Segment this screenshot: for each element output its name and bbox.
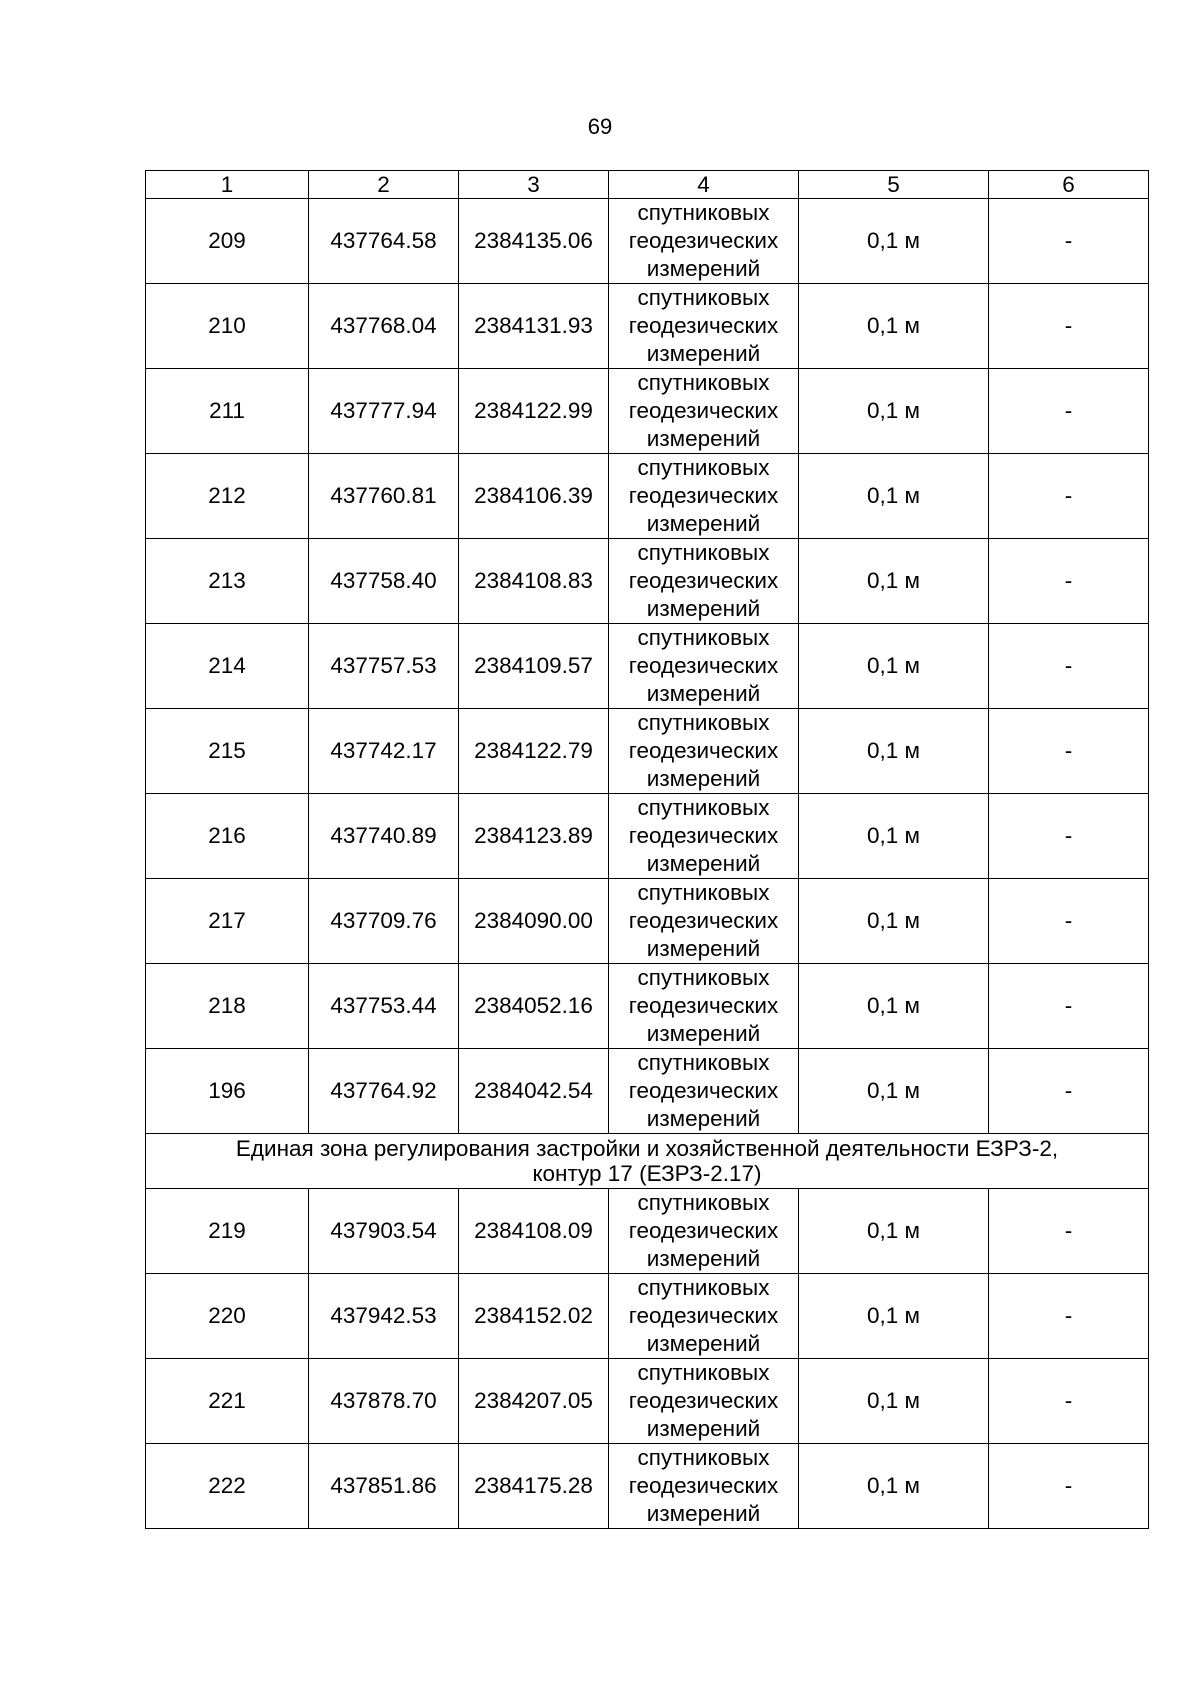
table-row bbox=[146, 709, 1149, 794]
header-cell: 6 bbox=[989, 171, 1149, 199]
table-row bbox=[146, 1189, 1149, 1274]
table-row bbox=[146, 539, 1149, 624]
accuracy-cell: 0,1 м bbox=[799, 199, 989, 284]
table-row bbox=[146, 369, 1149, 454]
method-line: измерений bbox=[646, 1246, 761, 1271]
method-line: измерений bbox=[646, 681, 761, 706]
section-title-cell bbox=[146, 1134, 1149, 1189]
y-coordinate-cell: 2384123.89 bbox=[459, 794, 609, 879]
accuracy-cell: 0,1 м bbox=[799, 539, 989, 624]
table-row bbox=[146, 964, 1149, 1049]
method-cell bbox=[609, 284, 799, 369]
x-coordinate-cell: 437760.81 bbox=[309, 454, 459, 539]
y-coordinate-cell: 2384131.93 bbox=[459, 284, 609, 369]
method-line: спутниковых bbox=[637, 625, 770, 650]
table-row bbox=[146, 1359, 1149, 1444]
y-coordinate-cell: 2384090.00 bbox=[459, 879, 609, 964]
y-coordinate-cell: 2384152.02 bbox=[459, 1274, 609, 1359]
header-cell: 2 bbox=[309, 171, 459, 199]
method-cell bbox=[609, 1189, 799, 1274]
method-line: геодезических bbox=[628, 398, 779, 423]
method-line: геодезических bbox=[628, 653, 779, 678]
point-number-cell: 196 bbox=[146, 1049, 309, 1134]
x-coordinate-cell: 437764.92 bbox=[309, 1049, 459, 1134]
accuracy-cell: 0,1 м bbox=[799, 1189, 989, 1274]
method-line: измерений bbox=[646, 1331, 761, 1356]
table-row bbox=[146, 199, 1149, 284]
y-coordinate-cell: 2384135.06 bbox=[459, 199, 609, 284]
method-line: спутниковых bbox=[637, 880, 770, 905]
x-coordinate-cell: 437709.76 bbox=[309, 879, 459, 964]
page-number: 69 bbox=[587, 114, 613, 139]
method-line: измерений bbox=[646, 341, 761, 366]
note-cell: - bbox=[989, 1049, 1149, 1134]
section-title-line-2: контур 17 (ЕЗРЗ-2.17) bbox=[532, 1161, 762, 1186]
method-cell bbox=[609, 709, 799, 794]
method-line: спутниковых bbox=[637, 540, 770, 565]
x-coordinate-cell: 437740.89 bbox=[309, 794, 459, 879]
method-line: измерений bbox=[646, 1106, 761, 1131]
point-number-cell: 219 bbox=[146, 1189, 309, 1274]
method-cell bbox=[609, 454, 799, 539]
header-cell: 3 bbox=[459, 171, 609, 199]
method-line: измерений bbox=[646, 1501, 761, 1526]
x-coordinate-cell: 437753.44 bbox=[309, 964, 459, 1049]
method-line: спутниковых bbox=[637, 1360, 770, 1385]
point-number-cell: 217 bbox=[146, 879, 309, 964]
y-coordinate-cell: 2384042.54 bbox=[459, 1049, 609, 1134]
point-number-cell: 216 bbox=[146, 794, 309, 879]
accuracy-cell: 0,1 м bbox=[799, 454, 989, 539]
note-cell: - bbox=[989, 199, 1149, 284]
method-line: измерений bbox=[646, 256, 761, 281]
accuracy-cell: 0,1 м bbox=[799, 709, 989, 794]
note-cell: - bbox=[989, 1444, 1149, 1529]
method-line: геодезических bbox=[628, 1218, 779, 1243]
x-coordinate-cell: 437851.86 bbox=[309, 1444, 459, 1529]
method-line: геодезических bbox=[628, 993, 779, 1018]
method-line: геодезических bbox=[628, 568, 779, 593]
method-cell bbox=[609, 624, 799, 709]
accuracy-cell: 0,1 м bbox=[799, 1359, 989, 1444]
note-cell: - bbox=[989, 879, 1149, 964]
y-coordinate-cell: 2384175.28 bbox=[459, 1444, 609, 1529]
method-line: спутниковых bbox=[637, 965, 770, 990]
method-line: спутниковых bbox=[637, 710, 770, 735]
method-cell bbox=[609, 1359, 799, 1444]
accuracy-cell: 0,1 м bbox=[799, 1274, 989, 1359]
table-row bbox=[146, 1444, 1149, 1529]
note-cell: - bbox=[989, 1274, 1149, 1359]
x-coordinate-cell: 437878.70 bbox=[309, 1359, 459, 1444]
y-coordinate-cell: 2384109.57 bbox=[459, 624, 609, 709]
method-line: геодезических bbox=[628, 1473, 779, 1498]
y-coordinate-cell: 2384207.05 bbox=[459, 1359, 609, 1444]
accuracy-cell: 0,1 м bbox=[799, 284, 989, 369]
accuracy-cell: 0,1 м bbox=[799, 1444, 989, 1529]
point-number-cell: 213 bbox=[146, 539, 309, 624]
method-line: измерений bbox=[646, 596, 761, 621]
x-coordinate-cell: 437942.53 bbox=[309, 1274, 459, 1359]
method-line: спутниковых bbox=[637, 1050, 770, 1075]
table-row bbox=[146, 624, 1149, 709]
x-coordinate-cell: 437903.54 bbox=[309, 1189, 459, 1274]
coordinates-table bbox=[145, 170, 1149, 1529]
point-number-cell: 220 bbox=[146, 1274, 309, 1359]
method-line: измерений bbox=[646, 426, 761, 451]
method-line: спутниковых bbox=[637, 200, 770, 225]
method-line: спутниковых bbox=[637, 1275, 770, 1300]
method-line: геодезических bbox=[628, 1078, 779, 1103]
method-cell bbox=[609, 1444, 799, 1529]
point-number-cell: 212 bbox=[146, 454, 309, 539]
method-line: спутниковых bbox=[637, 1445, 770, 1470]
note-cell: - bbox=[989, 454, 1149, 539]
method-cell bbox=[609, 879, 799, 964]
method-line: геодезических bbox=[628, 823, 779, 848]
method-cell bbox=[609, 794, 799, 879]
header-cell: 4 bbox=[609, 171, 799, 199]
table-body bbox=[146, 199, 1149, 1529]
section-title-row bbox=[146, 1134, 1149, 1189]
accuracy-cell: 0,1 м bbox=[799, 369, 989, 454]
method-line: спутниковых bbox=[637, 795, 770, 820]
point-number-cell: 214 bbox=[146, 624, 309, 709]
y-coordinate-cell: 2384052.16 bbox=[459, 964, 609, 1049]
method-line: измерений bbox=[646, 851, 761, 876]
method-line: измерений bbox=[646, 1416, 761, 1441]
method-line: геодезических bbox=[628, 908, 779, 933]
y-coordinate-cell: 2384108.09 bbox=[459, 1189, 609, 1274]
method-line: измерений bbox=[646, 936, 761, 961]
method-line: спутниковых bbox=[637, 370, 770, 395]
header-row bbox=[146, 171, 1149, 199]
y-coordinate-cell: 2384122.79 bbox=[459, 709, 609, 794]
method-line: геодезических bbox=[628, 738, 779, 763]
x-coordinate-cell: 437768.04 bbox=[309, 284, 459, 369]
note-cell: - bbox=[989, 794, 1149, 879]
method-line: измерений bbox=[646, 1021, 761, 1046]
note-cell: - bbox=[989, 539, 1149, 624]
table-header bbox=[146, 171, 1149, 199]
method-line: геодезических bbox=[628, 228, 779, 253]
x-coordinate-cell: 437777.94 bbox=[309, 369, 459, 454]
method-cell bbox=[609, 539, 799, 624]
method-line: геодезических bbox=[628, 1388, 779, 1413]
method-line: геодезических bbox=[628, 313, 779, 338]
method-line: измерений bbox=[646, 511, 761, 536]
method-cell bbox=[609, 1274, 799, 1359]
y-coordinate-cell: 2384122.99 bbox=[459, 369, 609, 454]
method-line: спутниковых bbox=[637, 1190, 770, 1215]
note-cell: - bbox=[989, 624, 1149, 709]
x-coordinate-cell: 437758.40 bbox=[309, 539, 459, 624]
accuracy-cell: 0,1 м bbox=[799, 794, 989, 879]
method-cell bbox=[609, 964, 799, 1049]
y-coordinate-cell: 2384106.39 bbox=[459, 454, 609, 539]
point-number-cell: 209 bbox=[146, 199, 309, 284]
method-cell bbox=[609, 369, 799, 454]
method-line: спутниковых bbox=[637, 285, 770, 310]
accuracy-cell: 0,1 м bbox=[799, 879, 989, 964]
method-cell bbox=[609, 199, 799, 284]
header-cell: 5 bbox=[799, 171, 989, 199]
x-coordinate-cell: 437764.58 bbox=[309, 199, 459, 284]
method-line: геодезических bbox=[628, 1303, 779, 1328]
point-number-cell: 221 bbox=[146, 1359, 309, 1444]
point-number-cell: 215 bbox=[146, 709, 309, 794]
point-number-cell: 210 bbox=[146, 284, 309, 369]
method-line: геодезических bbox=[628, 483, 779, 508]
note-cell: - bbox=[989, 1189, 1149, 1274]
table-row bbox=[146, 284, 1149, 369]
accuracy-cell: 0,1 м bbox=[799, 964, 989, 1049]
table-row bbox=[146, 1049, 1149, 1134]
method-cell bbox=[609, 1049, 799, 1134]
x-coordinate-cell: 437742.17 bbox=[309, 709, 459, 794]
note-cell: - bbox=[989, 964, 1149, 1049]
method-line: спутниковых bbox=[637, 455, 770, 480]
note-cell: - bbox=[989, 1359, 1149, 1444]
section-title-line-1: Единая зона регулирования застройки и хозяйственной деятельности ЕЗРЗ-2, bbox=[235, 1136, 1059, 1161]
note-cell: - bbox=[989, 284, 1149, 369]
point-number-cell: 222 bbox=[146, 1444, 309, 1529]
accuracy-cell: 0,1 м bbox=[799, 624, 989, 709]
note-cell: - bbox=[989, 369, 1149, 454]
table-row bbox=[146, 454, 1149, 539]
point-number-cell: 218 bbox=[146, 964, 309, 1049]
header-cell: 1 bbox=[146, 171, 309, 199]
table-row bbox=[146, 794, 1149, 879]
method-line: измерений bbox=[646, 766, 761, 791]
note-cell: - bbox=[989, 709, 1149, 794]
y-coordinate-cell: 2384108.83 bbox=[459, 539, 609, 624]
table-row bbox=[146, 879, 1149, 964]
table-row bbox=[146, 1274, 1149, 1359]
x-coordinate-cell: 437757.53 bbox=[309, 624, 459, 709]
accuracy-cell: 0,1 м bbox=[799, 1049, 989, 1134]
point-number-cell: 211 bbox=[146, 369, 309, 454]
